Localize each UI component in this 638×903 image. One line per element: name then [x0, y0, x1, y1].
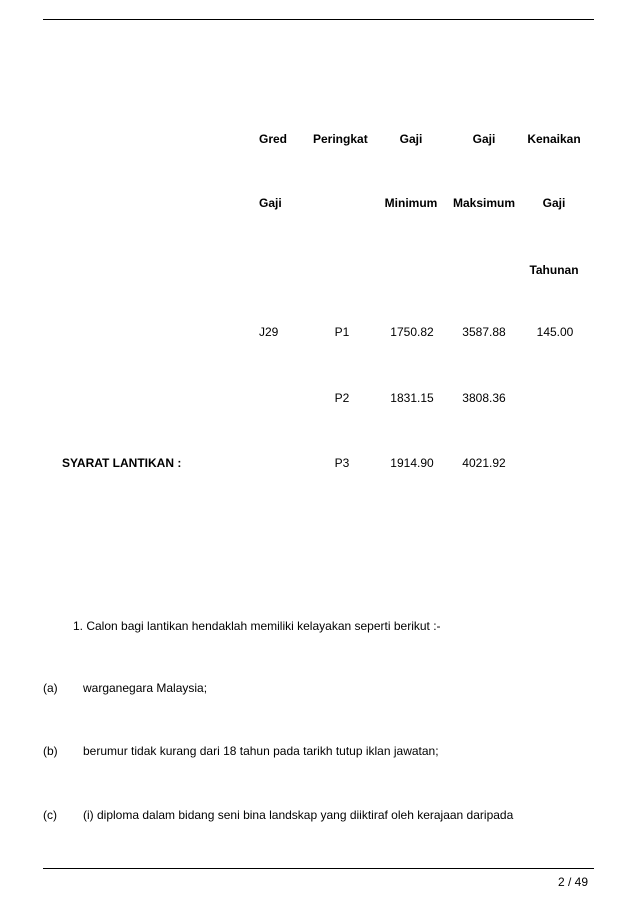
table-cell-gaji-min: 1831.15 [390, 391, 434, 405]
table-cell-gaji-max: 4021.92 [462, 456, 506, 470]
section-heading: SYARAT LANTIKAN : [62, 456, 182, 470]
list-item-label: (b) [43, 744, 58, 758]
table-cell-gaji-min: 1914.90 [390, 456, 434, 470]
col-header-gred-line2: Gaji [259, 196, 282, 210]
col-header-gred: Gred [259, 132, 288, 146]
table-cell-gaji-min: 1750.82 [390, 325, 434, 339]
col-header-kenaikan-line2: Gaji [542, 196, 566, 210]
col-header-peringkat: Peringkat [313, 132, 368, 146]
footer-rule [43, 868, 594, 869]
col-header-gaji-max: Gaji [472, 132, 496, 146]
table-cell-gaji-max: 3587.88 [462, 325, 506, 339]
table-cell-peringkat: P3 [334, 456, 350, 470]
page-number: 2 / 49 [557, 875, 588, 889]
list-item-label: (c) [43, 808, 57, 822]
col-header-kenaikan: Kenaikan [527, 132, 581, 146]
table-cell-gaji-max: 3808.36 [462, 391, 506, 405]
table-cell-gred: J29 [259, 325, 279, 339]
col-header-gaji-min: Gaji [399, 132, 423, 146]
table-cell-peringkat: P1 [334, 325, 350, 339]
table-cell-peringkat: P2 [334, 391, 350, 405]
intro-paragraph: 1. Calon bagi lantikan hendaklah memiliki kelayakan seperti berikut :- [73, 619, 441, 633]
list-item-text: (i) diploma dalam bidang seni bina landskap yang diiktiraf oleh kerajaan daripada [83, 808, 514, 822]
col-header-gaji-max-line2: Maksimum [452, 196, 516, 210]
header-rule [43, 19, 594, 20]
col-header-gaji-min-line2: Minimum [384, 196, 438, 210]
table-cell-kenaikan: 145.00 [536, 325, 574, 339]
list-item-label: (a) [43, 681, 58, 695]
list-item-text: berumur tidak kurang dari 18 tahun pada tarikh tutup iklan jawatan; [83, 744, 439, 758]
col-header-kenaikan-line3: Tahunan [529, 263, 579, 277]
list-item-text: warganegara Malaysia; [83, 681, 208, 695]
